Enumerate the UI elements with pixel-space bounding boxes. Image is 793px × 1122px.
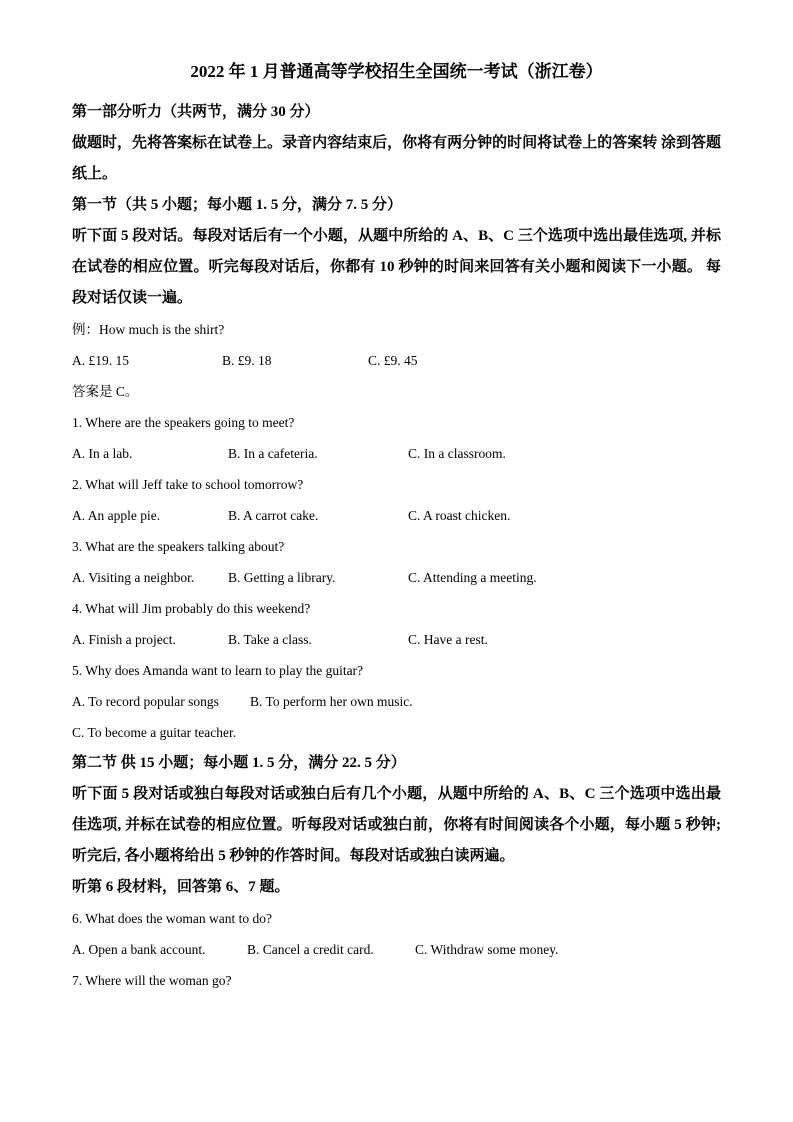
question-6-options-row <box>72 934 721 965</box>
question-3-option-b: B. Getting a library. <box>228 570 336 585</box>
example-option-c: C. £9. 45 <box>368 353 418 368</box>
question-6: 6. What does the woman want to do? <box>72 911 272 926</box>
question-7: 7. Where will the woman go? <box>72 973 232 988</box>
question-1-option-b: B. In a cafeteria. <box>228 446 318 461</box>
question-5-option-b: B. To perform her own music. <box>250 694 413 709</box>
section2-instructions: 听下面 5 段对话或独白每段对话或独白后有几个小题，从题中所给的 A、B、C 三个选项中选出最 佳选项, 并标在试卷的相应位置。听每段对话或独白前，你将有时间阅读各个小题，每小题 5 秒钟;听完后, 各小题将给出 5 秒钟的作答时间。每段对话或独白读两遍。 <box>72 786 721 864</box>
section2-heading: 第二节 供 15 小题；每小题 1. 5 分，满分 22. 5 分） <box>72 755 406 771</box>
question-2-options-row <box>72 500 721 531</box>
question-4-option-b: B. Take a class. <box>228 632 312 647</box>
question-5-options-row-1 <box>72 686 721 717</box>
question-5: 5. Why does Amanda want to learn to play the guitar? <box>72 663 364 678</box>
exam-title: 2022 年 1 月普通高等学校招生全国统一考试（浙江卷） <box>190 62 603 81</box>
question-6-option-a: A. Open a bank account. <box>72 942 206 957</box>
question-5-option-a: A. To record popular songs <box>72 694 219 709</box>
question-1: 1. Where are the speakers going to meet? <box>72 415 295 430</box>
question-4: 4. What will Jim probably do this weekend? <box>72 601 311 616</box>
question-2-option-a: A. An apple pie. <box>72 508 161 523</box>
question-3-option-c: C. Attending a meeting. <box>408 570 537 585</box>
answer-transfer-note: 做题时，先将答案标在试卷上。录音内容结束后，你将有两分钟的时间将试卷上的答案转 涂到答题纸上。 <box>72 135 721 182</box>
part1-heading: 第一部分听力（共两节，满分 30 分） <box>72 104 320 120</box>
example-option-a: A. £19. 15 <box>72 353 129 368</box>
question-1-option-a: A. In a lab. <box>72 446 133 461</box>
question-3: 3. What are the speakers talking about? <box>72 539 285 554</box>
question-6-option-c: C. Withdraw some money. <box>415 942 559 957</box>
example-options-row <box>72 345 721 376</box>
question-6-option-b: B. Cancel a credit card. <box>247 942 374 957</box>
question-2: 2. What will Jeff take to school tomorrow? <box>72 477 304 492</box>
question-4-option-a: A. Finish a project. <box>72 632 176 647</box>
question-3-options-row <box>72 562 721 593</box>
question-3-option-a: A. Visiting a neighbor. <box>72 570 195 585</box>
question-1-option-c: C. In a classroom. <box>408 446 506 461</box>
section1-heading: 第一节（共 5 小题；每小题 1. 5 分，满分 7. 5 分） <box>72 197 403 213</box>
material-6-heading: 听第 6 段材料，回答第 6、7 题。 <box>72 879 290 895</box>
example-answer: 答案是 C。 <box>72 384 139 399</box>
question-2-option-b: B. A carrot cake. <box>228 508 319 523</box>
question-1-options-row <box>72 438 721 469</box>
example-option-b: B. £9. 18 <box>222 353 272 368</box>
question-2-option-c: C. A roast chicken. <box>408 508 511 523</box>
question-5-option-c: C. To become a guitar teacher. <box>72 725 237 740</box>
section1-instructions: 听下面 5 段对话。每段对话后有一个小题，从题中所给的 A、B、C 三个选项中选出最佳选项, 并标在试卷的相应位置。听完每段对话后，你都有 10 秒钟的时间来回答有关小题和阅读下一小题。 每段对话仅读一遍。 <box>72 228 721 306</box>
question-4-option-c: C. Have a rest. <box>408 632 488 647</box>
question-4-options-row <box>72 624 721 655</box>
example-question: 例：How much is the shirt? <box>72 322 225 337</box>
